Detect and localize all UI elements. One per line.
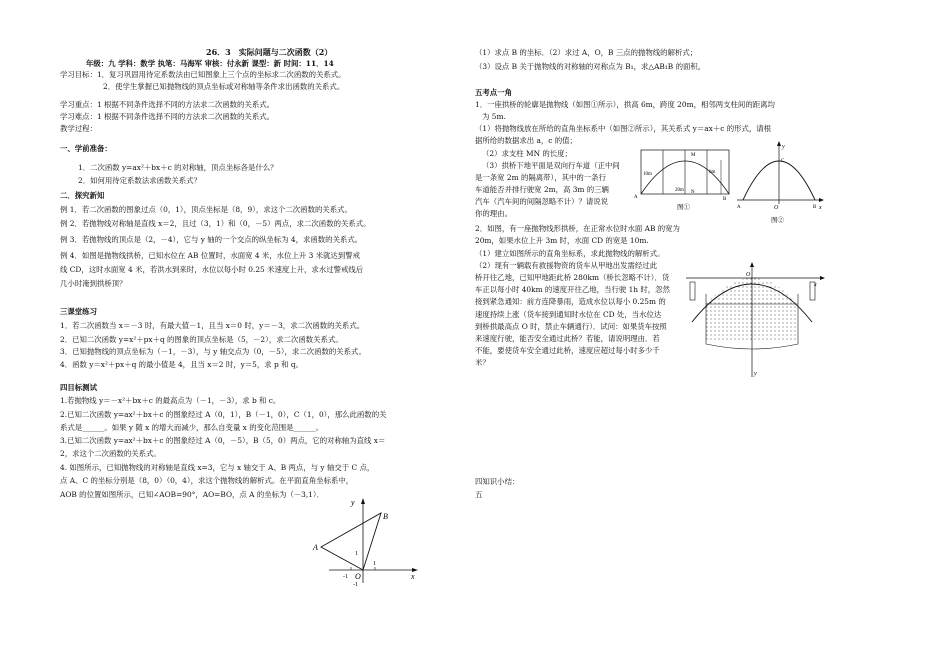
q1-line-i: 汽车（汽车间的间隔忽略不计）？请说说 <box>475 197 609 206</box>
section-five-label: 五 <box>475 490 483 499</box>
q1-line-h: 车道能否并排行驶宽 2m，高 3m 的三辆 <box>475 185 609 194</box>
objectives-1: 学习目标：1．复习巩固用待定系数法由已知图象上三个点的坐标求二次函数的关系式。 <box>60 70 346 79</box>
fig-point-b: B <box>383 512 388 521</box>
fig1-height: 10m <box>643 172 652 177</box>
q2-line-h: 速度持续上涨（货车接到通知时水位在 CD 处，当水位达 <box>475 310 662 319</box>
q2-line-g: 接到紧急通知：前方连降暴雨，造成水位以每小 0.25m 的 <box>475 297 666 306</box>
fig2-b: B <box>813 205 817 210</box>
fig2-x: x <box>819 205 822 211</box>
q2-line-b: 20m，如果水位上升 3m 时，水面 CD 的宽是 10m. <box>475 236 649 245</box>
section-1-heading: 一、学前准备： <box>60 144 112 153</box>
q1-line-d: 据所给的数据求出 a，c 的值； <box>475 136 577 145</box>
fig-y-one: 1 <box>355 551 358 557</box>
q1-line-f: （3）拱桥下地平面是双向行车道（正中间 <box>482 161 620 170</box>
objectives-2: 2．使学生掌握已知抛物线的顶点坐标或对称轴等条件求出函数的关系式。 <box>103 82 345 91</box>
practice-3: 3．已知抛物线的顶点坐标为（－1，－3），与 y 轴交点为（0，－5），求二次函数的关系式。 <box>60 347 366 356</box>
q2-line-c: （1）建立如图所示的直角坐标系，求此抛物线的解析式。 <box>475 249 665 258</box>
fig-point-a: A <box>313 543 318 552</box>
fig2-a: A <box>737 205 741 210</box>
q2-line-l: 米？ <box>475 358 490 367</box>
process-label: 教学过程： <box>60 124 97 133</box>
right-q-1-2: （1）求点 B 的坐标．（2）求过 A，O，B 三点的抛物线的解析式； <box>475 48 698 57</box>
page-title: 26．3 实际问题与二次函数（2） <box>206 47 333 57</box>
fig1-width: 20m <box>675 188 684 193</box>
difficulty: 学习难点：1 根据不同条件选择不同的方法求二次函数的关系式。 <box>60 112 274 121</box>
section-3-heading: 三课堂练习 <box>60 307 97 316</box>
fig-x-one: 1 <box>373 561 376 567</box>
example-4-line-3: 几小时淹到拱桥顶？ <box>60 279 127 288</box>
q1-line-g: 是一条宽 2m 的隔离带），其中的一条行 <box>475 173 606 182</box>
fig-origin: O <box>355 572 361 581</box>
q2-line-e: 桥开往乙地，已知甲地距此桥 280km（桥长忽略不计）．货 <box>475 273 670 282</box>
fig2-o: O <box>774 205 779 211</box>
meta-line: 年级：九 学科：数学 执笔：马海军 审核：付永新 课型：新 时间：11．14 <box>86 59 334 68</box>
example-2: 例 2．若抛物线对称轴是直线 x＝2，且过（3，1）和（0，－5）两点，求二次函数的关系式。 <box>60 219 371 228</box>
q1-line-c: （1）将抛物线放在所给的直角坐标系中（如图②所示），其关系式 y＝ax＋c 的形式，请根 <box>475 124 772 133</box>
practice-2: 2．已知二次函数 y=x²＋px＋q 的图象的顶点坐标是（5，－2），求二次函数关系式。 <box>60 335 343 344</box>
fig1-caption: 图① <box>677 204 690 211</box>
fig1-b: B <box>723 197 727 202</box>
fig3-o: O <box>746 272 751 278</box>
q2-line-j: 来速度行驶，能否安全通过此桥？若能，请说明理由．若 <box>475 334 660 343</box>
test-4-line-2: 点 A、C 的坐标分别是（8，0）（0，4），求这个抛物线的解析式。在平面直角坐标系中， <box>60 476 354 485</box>
q2-line-f: 车正以每小时 40km 的速度开往乙地，当行驶 1h 时，忽然 <box>475 285 670 294</box>
fig1-m: M <box>691 153 696 158</box>
fig3-x: x <box>814 282 817 288</box>
s1-question-2: 2．如何用待定系数法求函数关系式？ <box>78 176 201 185</box>
example-4-line-1: 例 4．如图是抛物线拱桥，已知水位在 AB 位置时，水面宽 4 米，水位上升 3 米就达到警戒 <box>60 251 360 260</box>
fig2-c: C <box>781 159 785 164</box>
key-point: 学习重点：1 根据不同条件选择不同的方法求二次函数的关系式。 <box>60 100 274 109</box>
q1-line-b: 为 5m. <box>482 112 506 121</box>
fig1-a: A <box>634 195 638 200</box>
q2-line-a: 2．如图，有一座抛物线形拱桥，在正常水位时水面 AB 的宽为 <box>475 224 680 233</box>
q2-line-d: （2）现有一辆载有救援物资的货车从甲地出发需经过此 <box>475 261 658 270</box>
q2-line-i: 到桥拱最高点 O 时，禁止车辆通行）．试问：如果货车按照 <box>475 322 667 331</box>
q1-line-a: 1．一座拱桥的轮廓是抛物线（如图①所示），拱高 6m，跨度 20m，相邻两支柱间的距离均 <box>475 100 775 109</box>
parabola-figure-2 <box>735 140 825 225</box>
right-q-3: （3）设点 B 关于抛物线的对称轴的对称点为 B₁，求△AB₁B 的面积。 <box>475 62 706 71</box>
q1-line-j: 你的理由。 <box>475 209 512 218</box>
bridge-figure-1 <box>631 148 731 212</box>
fig2-caption: 图② <box>771 217 784 224</box>
section-2-heading: 二．探究新知 <box>60 191 105 200</box>
example-3: 例 3．若抛物线的顶点是（2，－4），它与 y 轴的一个交点的纵坐标为 4，求函数的关系式。 <box>60 235 363 244</box>
q2-line-k: 不能，要使货车安全通过此桥，速度应超过每小时多少千 <box>475 346 660 355</box>
fig1-n: N <box>691 190 695 195</box>
test-4-line-1: 4. 如图所示，已知抛物线的对称轴是直线 x=3，它与 x 轴交于 A、B 两点，与 y 轴交于 C 点， <box>60 463 375 472</box>
test-1: 1.若抛物线 y＝－x²＋bx＋c 的最高点为（－1，－3），求 b 和 c。 <box>60 396 281 405</box>
fig1-six: 6m <box>709 170 716 175</box>
triangle-coordinate-figure <box>305 495 420 587</box>
arch-bridge-figure-3 <box>686 262 826 382</box>
test-2-line-1: 2.已知二次函数 y=ax²＋bx＋c 的图象经过 A（0，1），B（－1，0），C（1，0），那么此函数的关 <box>60 410 387 419</box>
summary-heading: 四知识小结： <box>475 477 520 486</box>
example-1: 例 1．若二次函数的图象过点（0，1），顶点坐标是（8，9），求这个二次函数的关系式。 <box>60 205 352 214</box>
fig-x-label: x <box>411 572 415 581</box>
section-5-heading: 五考点一角 <box>475 88 512 97</box>
practice-4: 4．函数 y＝x²＋px＋q 的最小值是 4，且当 x＝2 时，y＝5，求 p 和 q。 <box>60 360 303 369</box>
test-4-line-3: AOB 的位置如图所示，已知∠AOB=90°，AO=BO，点 A 的坐标为（－3,1）． <box>60 490 324 499</box>
test-3-line-2: 2，求这个二次函数的关系式。 <box>60 449 161 458</box>
fig2-y: y <box>782 144 785 150</box>
practice-1: 1．若二次函数当 x＝－3 时，有最大值－1，且当 x＝0 时，y＝－3，求二次函数的关系式。 <box>60 321 365 330</box>
example-4-line-2: 线 CD，这时水面宽 4 米，若洪水到来时，水位以每小时 0.25 米速度上升，求水过警戒线后 <box>60 265 364 274</box>
test-3-line-1: 3.已知二次函数 y=ax²＋bx＋c 的图象经过 A（0，－5），B（5，0）两点，它的对称轴为直线 x＝ <box>60 436 386 445</box>
s1-question-1: 1．二次函数 y=ax²＋bx＋c 的对称轴，顶点坐标各是什么？ <box>78 163 278 172</box>
fig-y-label: y <box>351 498 355 507</box>
test-2-line-2: 系式是______。如果 y 随 x 的增大而减少，那么自变量 x 的变化范围是______。 <box>60 423 324 432</box>
fig-x-neg-one: -1 <box>343 574 348 580</box>
fig3-y: y <box>754 371 757 377</box>
fig-y-neg-one: -1 <box>353 582 358 587</box>
q1-line-e: （2）求支柱 MN 的长度； <box>482 149 572 158</box>
section-4-heading: 四目标测试 <box>60 383 97 392</box>
